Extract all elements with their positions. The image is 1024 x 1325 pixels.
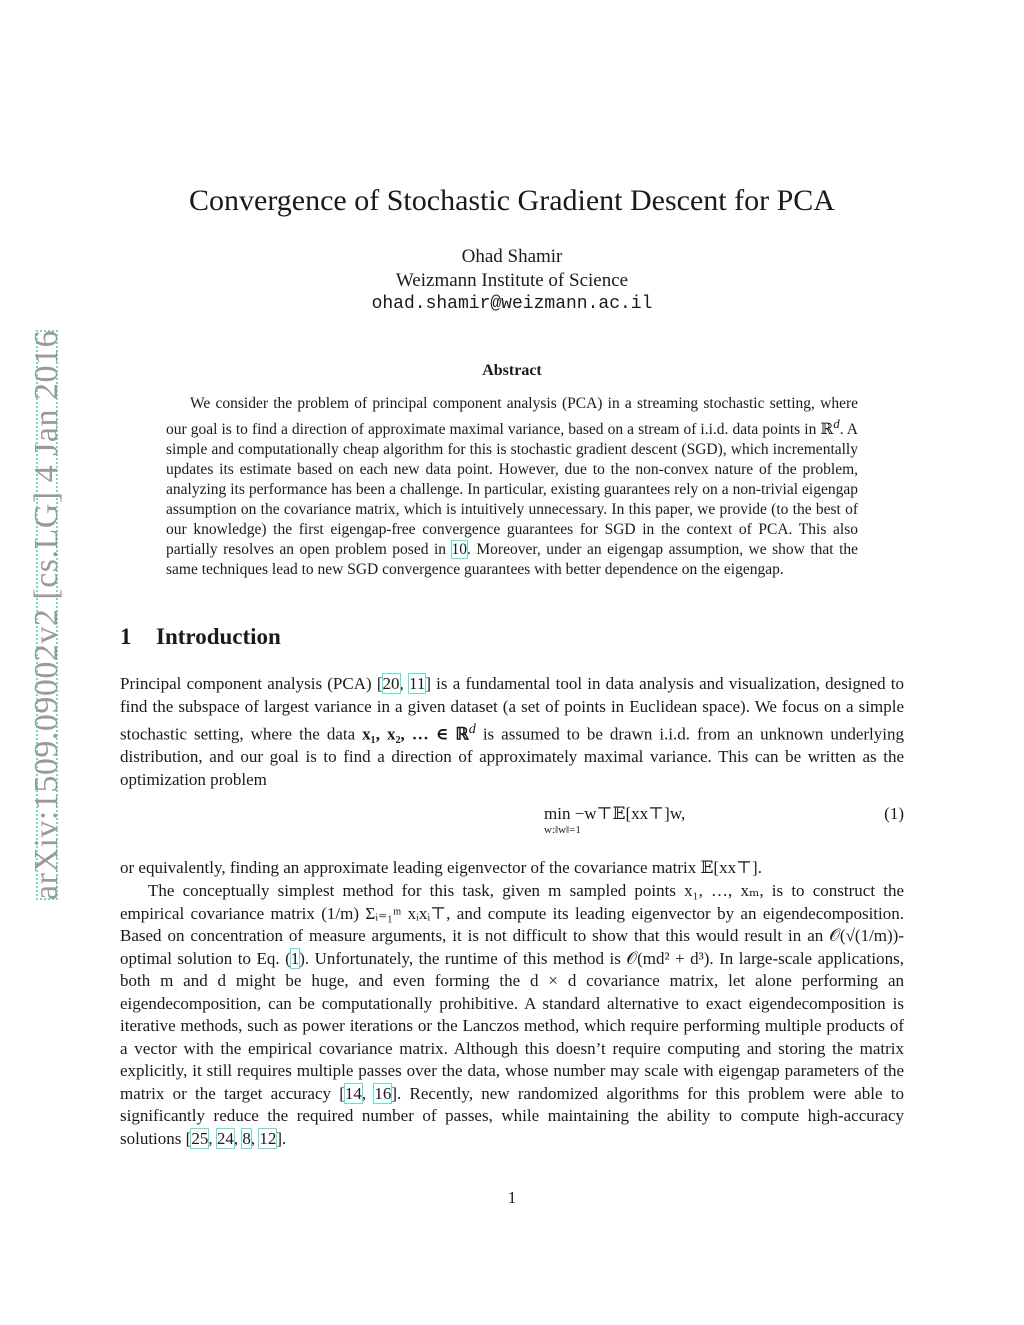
equation-subscript: w:‖w‖=1 [544,824,581,836]
citation-link[interactable]: 10 [451,541,468,559]
author-affiliation: Weizmann Institute of Science [395,270,629,291]
equation-1 [120,800,904,840]
cite-sep: , [250,1128,260,1148]
intro-text: ] is a fundamental tool in data analysis and visualization, designed to find the subspace of largest variance in a given dataset (a set of points in Euclidean space). We focus on a simple stochastic setting, where the data [120,674,904,744]
citation-link[interactable]: 12 [259,1128,277,1148]
abstract-body [166,394,858,580]
intro-text: ]. [276,1128,287,1148]
arxiv-stamp [28,330,65,900]
cite-sep: , [399,674,409,693]
abstract-math-sup: d [833,416,840,431]
intro-paragraph-2 [120,880,904,1150]
intro-text: Principal component analysis (PCA) [ [120,674,383,693]
intro-text: ). Unfortunately, the runtime of this method is 𝒪(md² + d³). In large-scale applications, both m and d might be huge, and even forming the d × d covariance matrix, let alone performing an eigendecomposition, can be computationally prohibitive. A standard alternative to exact eigendecomposition is iterative methods, such as power iterations or the Lanczos method, which require performing multiple products of a vector with the empirical covariance matrix. Although this doesn’t require computing and storing the matrix explicitly, it still requires multiple passes over the data, whose number may scale with eigengap parameters of the matrix or the target accuracy [ [120,948,904,1103]
citation-link[interactable]: 8 [242,1128,251,1148]
equation-expression: min −w⊤𝔼[xx⊤]w, [544,804,686,823]
citation-link[interactable]: 20 [382,674,400,693]
abstract-text-3: . Moreover, under an eigengap assumption, we show that the same techniques lead to new SGD convergence guarantees with better dependence on the eigengap. [166,541,859,579]
cite-sep: , [208,1128,217,1148]
abstract-heading: Abstract [482,362,542,379]
math-sup: d [468,721,476,737]
equation-ref-link[interactable]: 1 [290,948,300,968]
intro-paragraph-1 [120,673,904,791]
page-number: 1 [507,1188,517,1207]
intro-text: is assumed to be drawn i.i.d. from an unknown underlying distribution, and our goal is to find a direction of approximately maximal variance. This can be written as the optimization problem [120,724,904,789]
citation-link[interactable]: 24 [216,1128,234,1148]
equation-tag: (1) [884,804,904,823]
cite-sep: , [361,1083,375,1103]
cite-sep: , [233,1128,243,1148]
after-equation-text [120,857,904,880]
after-equation-line: or equivalently, finding an approximate leading eigenvector of the covariance matrix 𝔼[xx⊤]. [120,858,762,877]
math-data-points: x₁, x₂, … ∈ ℝ [362,724,469,744]
abstract-math-R: ℝ [820,421,834,439]
citation-link[interactable]: 16 [374,1083,392,1103]
citation-link[interactable]: 14 [344,1083,362,1103]
abstract-text-2: . A simple and computationally cheap algorithm for this is stochastic gradient descent (SGD), which incrementally updates its estimate based on each new data point. However, due to the non-convex nature of the problem, analyzing its performance has been a challenge. In particular, existing guarantees rely on a non-trivial eigengap assumption on the covariance matrix, which is intuitively unnecessary. In this paper, we provide (to the best of our knowledge) the first eigengap-free convergence guarantees for SGD in the context of PCA. This also partially resolves an open problem posed in [166,421,859,559]
intro-text: The conceptually simplest method for this task, given m sampled points x₁, …, xₘ, is to construct the empirical covariance matrix (1/m) Σᵢ₌₁ᵐ xᵢxᵢ⊤, and compute its leading eigenvector by an eigendecomposition. Based on concentration of measure arguments, it is not difficult to show that this would result in an 𝒪(√(1/m))-optimal solution to Eq. ( [120,881,904,968]
paper-title: Convergence of Stochastic Gradient Descent for PCA [189,184,835,217]
abstract-text-1: We consider the problem of principal component analysis (PCA) in a streaming stochastic setting, where our goal is to find a direction of approximate maximal variance, based on a stream of i.i.d. data points in [166,395,858,439]
intro-text: ]. Recently, new randomized algorithms for this problem were able to significantly reduce the required number of passes, while maintaining the ability to compute high-accuracy solutions [ [120,1083,905,1148]
citation-link[interactable]: 25 [191,1128,209,1148]
section-number: 1 [120,624,132,649]
author-email: ohad.shamir@weizmann.ac.il [371,294,653,314]
arxiv-stamp-text: arXiv:1509.09002v2 [cs.LG] 4 Jan 2016 [28,330,65,900]
section-heading [120,624,281,650]
section-title: Introduction [156,624,281,649]
author-name: Ohad Shamir [461,246,563,267]
citation-link[interactable]: 11 [408,674,426,693]
